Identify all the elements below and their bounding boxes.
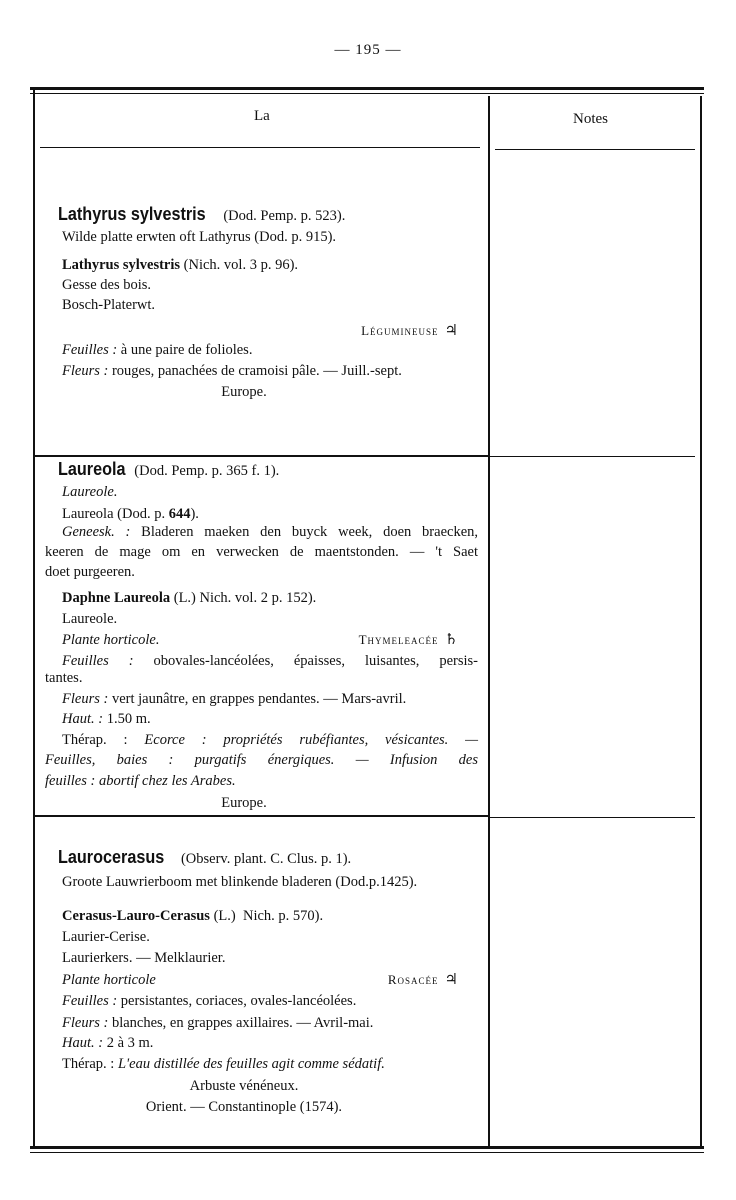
text-segment: Laurierkers. — Melklaurier. bbox=[62, 950, 226, 966]
entry-line bbox=[62, 296, 155, 314]
entry-line bbox=[45, 772, 236, 790]
header-rule-right bbox=[495, 149, 695, 150]
family-name: Rosacée bbox=[387, 972, 439, 987]
text-segment: Europe. bbox=[221, 384, 267, 400]
entry-line bbox=[62, 928, 150, 946]
text-segment: tantes. bbox=[45, 670, 83, 686]
entry-line bbox=[62, 631, 458, 649]
entry-line bbox=[40, 794, 448, 812]
entry-line bbox=[45, 751, 478, 769]
page-number: — 195 — bbox=[334, 42, 402, 58]
entry-line bbox=[62, 341, 252, 359]
entry-line bbox=[62, 228, 336, 246]
text-segment: Thérap. : bbox=[62, 732, 145, 748]
entry-line bbox=[40, 1098, 448, 1116]
column-header-la: La bbox=[254, 108, 270, 124]
entry-line bbox=[62, 690, 406, 708]
entry-line bbox=[62, 362, 402, 380]
text-segment: Feuilles : bbox=[62, 653, 134, 669]
entry-line bbox=[62, 873, 417, 891]
text-segment: Daphne Laureola bbox=[62, 590, 171, 606]
text-segment: rouges, panachées de cramoisi pâle. — Juill.-sept. bbox=[108, 363, 402, 379]
text-segment: blanches, en grappes axillaires. — Avril-mai. bbox=[108, 1015, 374, 1031]
entry-line bbox=[62, 992, 356, 1010]
text-segment: keeren de mage om en verwecken de maentstonden. — 't Saet bbox=[45, 544, 478, 560]
column-divider bbox=[488, 96, 490, 1148]
text-segment: Laurier-Cerise. bbox=[62, 929, 150, 945]
text-segment: Wilde platte erwten oft Lathyrus (Dod. p. 915). bbox=[62, 229, 337, 245]
section-rule-1 bbox=[35, 455, 489, 457]
text-segment: vert jaunâtre, en grappes pendantes. — Mars-avril. bbox=[108, 691, 407, 707]
entry-line bbox=[45, 563, 135, 581]
habit-symbol: ♃ bbox=[444, 323, 458, 339]
entry-line bbox=[62, 276, 151, 294]
entry-line bbox=[62, 256, 298, 274]
entry-line bbox=[62, 610, 117, 628]
text-segment: (Observ. plant. C. Clus. p. 1). bbox=[170, 851, 352, 867]
entry-line bbox=[62, 949, 225, 967]
text-segment: Haut. : bbox=[62, 1035, 104, 1051]
text-segment: Plante horticole. bbox=[62, 632, 160, 648]
entry-line bbox=[40, 383, 448, 401]
text-segment: Feuilles : bbox=[62, 342, 118, 358]
text-segment: (L.) Nich. p. 570). bbox=[209, 908, 324, 924]
text-segment: Europe. bbox=[221, 795, 267, 811]
section-rule-1-notes bbox=[490, 456, 695, 457]
text-segment: à une paire de folioles. bbox=[117, 342, 253, 358]
text-segment: Ecorce : propriétés rubéfiantes, vésicantes. — bbox=[144, 732, 479, 748]
header-rule-left bbox=[40, 147, 480, 148]
column-header-notes: Notes bbox=[573, 111, 608, 127]
text-segment: Bladeren maeken den buyck week, doen braecken, bbox=[130, 524, 478, 540]
text-segment: (Nich. vol. 3 p. 96). bbox=[180, 257, 299, 273]
text-segment: doet purgeeren. bbox=[45, 564, 135, 580]
section-rule-2-notes bbox=[490, 817, 695, 818]
text-segment: Lathyrus sylvestris bbox=[62, 257, 181, 273]
entry-line bbox=[45, 669, 82, 687]
text-segment: Geneesk. : bbox=[62, 524, 131, 540]
family-name: Légumineuse bbox=[361, 323, 439, 338]
text-segment: obovales-lancéolées, épaisses, luisantes, persis- bbox=[133, 653, 478, 669]
table-bottom-rule bbox=[30, 1146, 704, 1149]
entry-line bbox=[40, 1077, 448, 1095]
text-segment: ). bbox=[190, 506, 199, 522]
text-segment: Orient. — Constantinople (1574). bbox=[145, 1099, 343, 1115]
table-top-rule-thin bbox=[30, 93, 704, 94]
text-segment: Fleurs : bbox=[62, 691, 109, 707]
entry-line bbox=[62, 505, 199, 523]
text-segment: Laureole. bbox=[62, 611, 118, 627]
line-left bbox=[62, 631, 159, 649]
text-segment: feuilles : abortif chez les Arabes. bbox=[45, 773, 236, 789]
text-segment: Fleurs : bbox=[62, 1015, 109, 1031]
entry-line bbox=[62, 731, 478, 749]
habit-symbol: ♃ bbox=[444, 972, 458, 988]
family-name: Thymeleacée bbox=[358, 632, 439, 647]
entry-line bbox=[62, 710, 151, 728]
entry-line bbox=[62, 589, 316, 607]
entry-line bbox=[62, 907, 323, 925]
text-segment: Thérap. : bbox=[62, 1056, 118, 1072]
table-left-border bbox=[33, 88, 35, 1148]
line-right bbox=[388, 971, 458, 989]
entry-line bbox=[62, 1034, 153, 1052]
entry-line bbox=[62, 1055, 385, 1073]
text-segment: persistantes, coriaces, ovales-lancéolées. bbox=[117, 993, 357, 1009]
text-segment: (L.) Nich. vol. 2 p. 152). bbox=[170, 590, 317, 606]
text-segment: Plante horticole bbox=[62, 972, 156, 988]
text-segment: Arbuste vénéneux. bbox=[189, 1078, 299, 1094]
entry-line bbox=[62, 1014, 373, 1032]
entry-line bbox=[62, 483, 117, 501]
text-segment: (Dod. Pemp. p. 523). bbox=[216, 208, 346, 224]
text-segment: 644 bbox=[168, 506, 191, 522]
entry-line bbox=[62, 652, 478, 670]
species-name: Laurocerasus bbox=[58, 847, 165, 867]
text-segment: Laureole. bbox=[62, 484, 118, 500]
text-segment: Cerasus-Lauro-Cerasus bbox=[62, 908, 210, 924]
entry-line bbox=[62, 523, 478, 541]
text-segment: 2 à 3 m. bbox=[103, 1035, 154, 1051]
table-top-rule bbox=[30, 87, 704, 90]
section-rule-2 bbox=[35, 815, 489, 817]
table-bottom-rule-thin bbox=[30, 1152, 704, 1153]
species-name: Laureola bbox=[58, 459, 126, 479]
entry-line bbox=[58, 848, 351, 868]
text-segment: Feuilles : bbox=[62, 993, 118, 1009]
table-right-border bbox=[700, 96, 702, 1148]
entry-line bbox=[58, 205, 345, 225]
line-right bbox=[359, 631, 458, 649]
text-segment: Gesse des bois. bbox=[62, 277, 152, 293]
text-segment: (Dod. Pemp. p. 365 f. 1). bbox=[127, 463, 280, 479]
entry-line bbox=[40, 322, 458, 340]
text-segment: Haut. : bbox=[62, 711, 104, 727]
text-segment: L'eau distillée des feuilles agit comme sédatif. bbox=[117, 1056, 385, 1072]
text-segment: Laureola (Dod. p. bbox=[62, 506, 169, 522]
line-left bbox=[62, 971, 156, 989]
habit-symbol: ♄ bbox=[444, 632, 458, 648]
entry-line bbox=[58, 460, 279, 480]
text-segment: Groote Lauwrierboom met blinkende bladeren (Dod.p.1425). bbox=[62, 874, 418, 890]
entry-line bbox=[62, 971, 458, 989]
text-segment: Fleurs : bbox=[62, 363, 109, 379]
text-segment: 1.50 m. bbox=[103, 711, 151, 727]
entry-line bbox=[45, 543, 478, 561]
text-segment: Feuilles, baies : purgatifs énergiques. — Infusion des bbox=[45, 752, 478, 768]
species-name: Lathyrus sylvestris bbox=[58, 204, 206, 224]
text-segment: Bosch-Platerwt. bbox=[62, 297, 156, 313]
